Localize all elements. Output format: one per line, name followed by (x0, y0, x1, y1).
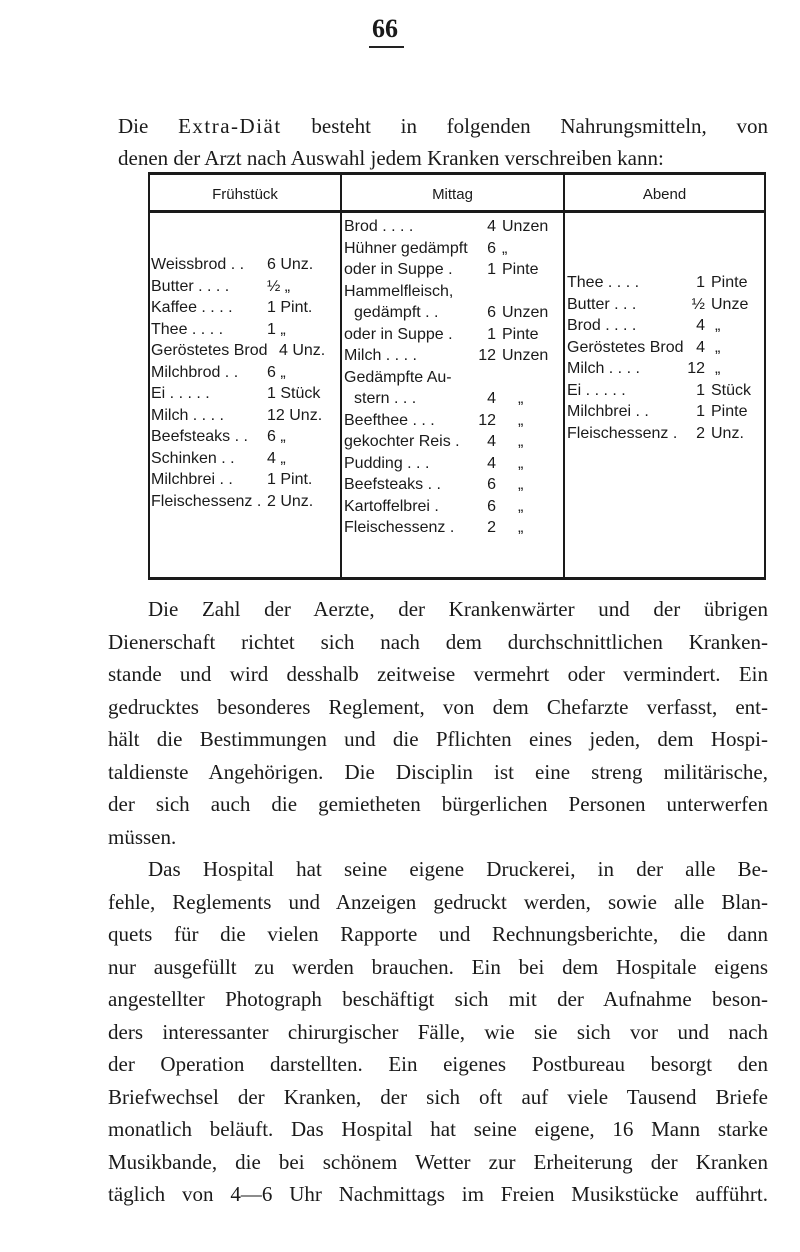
item-name: Beefthee . . . (344, 411, 435, 429)
item-name: Fleischessenz . (344, 519, 455, 536)
item-name: Hammelfleisch, (344, 282, 454, 300)
list-item (344, 324, 562, 346)
item-name: Milch . . . . (344, 347, 417, 364)
item-unit: Pinte (711, 274, 748, 291)
item-name: Milch . . . . (567, 360, 640, 377)
item-unit: Pinte (502, 261, 539, 278)
text-line: gedrucktes besonderes Reglement, von dem Chefarzte verfasst, ent- (108, 694, 768, 719)
list-item (567, 423, 763, 445)
item-amount: 1 Pint. (267, 299, 313, 316)
page-number-rule (369, 46, 404, 48)
item-name: Fleischessenz . (567, 424, 678, 442)
item-qty: 2 (696, 424, 705, 442)
item-name: Milchbrei . . (567, 403, 649, 420)
item-qty: 6 (487, 476, 496, 493)
page-number: 66 (372, 14, 398, 43)
list-item (151, 383, 339, 405)
list-item (151, 491, 339, 513)
item-name: gekochter Reis . (344, 433, 460, 450)
intro-text: Die (118, 114, 179, 138)
list-item (151, 254, 339, 276)
item-qty: 1 (696, 381, 705, 399)
item-qty: 1 (487, 325, 496, 343)
item-qty: 4 (487, 454, 496, 472)
item-amount: 6 Unz. (267, 256, 314, 273)
item-qty: 12 (478, 347, 496, 364)
text-line: quets für die vielen Rapporte und Rechnungsberichte, die dann (108, 922, 768, 946)
text-line: hält die Bestimmungen und die Pflichten eines jeden, dem Hospi- (108, 727, 768, 751)
item-unit: Unzen (502, 218, 549, 235)
item-name: Butter . . . . (151, 277, 230, 295)
item-qty: 4 (696, 338, 705, 356)
item-name: Butter . . . (567, 295, 637, 313)
item-qty: ½ (691, 295, 705, 313)
list-item (344, 259, 562, 281)
list-item (344, 496, 562, 518)
item-amount: 6 „ (267, 363, 286, 381)
item-unit: „ (518, 390, 524, 407)
item-unit: „ (518, 433, 524, 450)
item-name: Beefsteaks . . (151, 428, 248, 445)
list-item (151, 469, 339, 491)
item-name: Weissbrod . . (151, 256, 245, 273)
item-qty: 6 (487, 304, 496, 321)
item-name: Milch . . . . (151, 406, 224, 424)
list-item (344, 410, 562, 432)
list-item (151, 297, 339, 319)
item-unit (496, 281, 502, 303)
list-item (151, 362, 339, 384)
item-name: Hühner gedämpft (344, 239, 468, 257)
item-unit: „ (502, 239, 508, 257)
item-name: Brod . . . . (567, 317, 637, 334)
item-name: Milchbrei . . (151, 471, 233, 488)
item-qty (474, 367, 496, 389)
item-name: oder in Suppe . (344, 261, 453, 278)
item-unit: Pinte (711, 403, 748, 420)
list-item (344, 517, 562, 539)
intro-line (118, 110, 768, 142)
table-divider-1 (340, 172, 342, 580)
item-qty: 4 (487, 433, 496, 450)
dinner-column (567, 272, 763, 444)
item-unit: „ (518, 497, 524, 515)
item-name: Geröstetes Brod (151, 342, 268, 359)
item-name: Schinken . . (151, 449, 235, 467)
header-lunch: Mittag (432, 186, 473, 203)
item-unit: Unzen (502, 347, 549, 364)
text-line: fehle, Reglements und Anzeigen gedruckt werden, sowie alle Blan- (108, 889, 768, 914)
item-name: Fleischessenz . (151, 492, 262, 510)
table-top-rule (148, 172, 766, 175)
item-qty: 4 (487, 218, 496, 235)
list-item (344, 474, 562, 496)
item-amount: 2 Unz. (267, 492, 314, 510)
table-right-rule (764, 172, 766, 580)
item-unit (496, 367, 502, 389)
body-text (108, 593, 768, 1211)
text-line: monatlich beläuft. Das Hospital hat seine eigene, 16 Mann starke (108, 1117, 768, 1141)
list-item (151, 448, 339, 470)
item-unit: „ (518, 411, 524, 429)
item-qty: 6 (487, 497, 496, 515)
list-item (344, 367, 562, 389)
table-left-rule (148, 172, 150, 580)
item-unit: Pinte (502, 325, 539, 343)
item-name: stern . . . (354, 390, 417, 407)
item-qty: 4 (487, 390, 496, 407)
item-name: Milchbrod . . (151, 363, 239, 381)
item-unit: Unz. (711, 424, 744, 442)
item-qty (474, 281, 496, 303)
text-line: müssen. (108, 824, 177, 849)
item-name: Geröstetes Brod (567, 338, 684, 356)
list-item (567, 315, 763, 337)
item-unit: „ (715, 317, 721, 334)
item-name: Beefsteaks . . (344, 476, 441, 493)
list-item (567, 401, 763, 423)
text-line: Das Hospital hat seine eigene Druckerei, in der alle Be- (148, 857, 768, 881)
list-item (344, 388, 562, 410)
text-line: taldienste Angehörigen. Die Disciplin ist eine streng militärische, (108, 759, 768, 784)
item-amount: 4 „ (267, 449, 286, 467)
list-item (344, 453, 562, 475)
item-unit: Unzen (502, 304, 549, 321)
item-qty: 1 (487, 261, 496, 278)
text-line: Briefwechsel der Kranken, der sich oft auf viele Tausend Briefe (108, 1084, 768, 1109)
item-name: gedämpft . . (354, 304, 439, 321)
list-item (151, 340, 339, 362)
text-line: nur ausgefüllt zu werden brauchen. Ein bei dem Hospitale eigens (108, 954, 768, 979)
lunch-column (344, 216, 562, 539)
item-unit: „ (518, 519, 524, 536)
item-unit: „ (518, 454, 524, 472)
table-bottom-rule (148, 577, 766, 580)
item-name: oder in Suppe . (344, 325, 453, 343)
item-amount: 1 Stück (267, 385, 321, 402)
text-line: täglich von 4—6 Uhr Nachmittags im Freien Musikstücke aufführt. (108, 1182, 768, 1206)
list-item (567, 294, 763, 316)
list-item (151, 405, 339, 427)
item-qty: 1 (696, 274, 705, 291)
item-amount: 4 Unz. (279, 342, 326, 359)
item-name: Thee . . . . (151, 320, 224, 338)
text-line: Musikbande, die bei schönem Wetter zur Erheiterung der Kranken (108, 1149, 768, 1174)
item-name: Ei . . . . . (151, 385, 210, 402)
item-unit: Unze (711, 295, 749, 313)
item-qty: 1 (696, 403, 705, 420)
item-amount: 1 „ (267, 320, 286, 338)
item-amount: 12 Unz. (267, 406, 323, 424)
intro-text: besteht in folgenden Nahrungsmitteln, von (281, 114, 769, 138)
list-item (344, 345, 562, 367)
text-line: stande und wird desshalb zeitweise vermehrt oder vermindert. Ein (108, 662, 768, 686)
list-item (567, 272, 763, 294)
text-line: der sich auch die gemietheten bürgerlichen Personen unterwerfen (108, 792, 768, 816)
table-divider-2 (563, 172, 565, 580)
list-item (151, 276, 339, 298)
list-item (151, 319, 339, 341)
item-qty: 12 (687, 360, 705, 377)
item-name: Ei . . . . . (567, 381, 626, 399)
text-line: Die Zahl der Aerzte, der Krankenwärter und der übrigen (148, 597, 768, 621)
intro-line (118, 142, 768, 174)
item-unit: Stück (711, 381, 752, 399)
item-qty: 2 (487, 519, 496, 536)
item-qty: 4 (696, 317, 705, 334)
item-amount: 6 „ (267, 428, 286, 445)
list-item (151, 426, 339, 448)
text-line: ders interessanter chirurgischer Fälle, wie sie sich vor und nach (108, 1019, 768, 1044)
item-name: Pudding . . . (344, 454, 430, 472)
item-amount: 1 Pint. (267, 471, 313, 488)
list-item (567, 337, 763, 359)
extra-diet-term: Extra-Diät (178, 114, 282, 138)
item-unit: „ (715, 338, 721, 356)
list-item (344, 238, 562, 260)
meal-table (148, 172, 766, 580)
header-dinner: Abend (642, 186, 687, 203)
header-breakfast: Frühstück (212, 186, 278, 203)
text-line: Dienerschaft richtet sich nach dem durchschnittlichen Kranken- (108, 629, 768, 654)
text-line: angestellter Photograph beschäftigt sich mit der Aufnahme beson- (108, 987, 768, 1011)
intro-paragraph (118, 110, 768, 174)
list-item (567, 380, 763, 402)
text-line: der Operation darstellten. Ein eigenes Postbureau besorgt den (108, 1052, 768, 1076)
item-unit: „ (518, 476, 524, 493)
intro-text: denen der Arzt nach Auswahl jedem Kranken verschreiben kann: (118, 146, 664, 170)
item-name: Kaffee . . . . (151, 299, 233, 316)
item-name: Thee . . . . (567, 274, 640, 291)
item-qty: 6 (487, 239, 496, 257)
list-item (344, 216, 562, 238)
list-item (344, 431, 562, 453)
item-name: Kartoffelbrei . (344, 497, 439, 515)
table-header-rule (148, 210, 766, 213)
item-name: Brod . . . . (344, 218, 414, 235)
breakfast-column (151, 254, 339, 512)
item-amount: ½ „ (267, 277, 291, 295)
list-item (344, 302, 562, 324)
item-name: Gedämpfte Au- (344, 368, 452, 386)
item-unit: „ (715, 360, 721, 377)
item-qty: 12 (478, 411, 496, 429)
list-item (344, 281, 562, 303)
list-item (567, 358, 763, 380)
